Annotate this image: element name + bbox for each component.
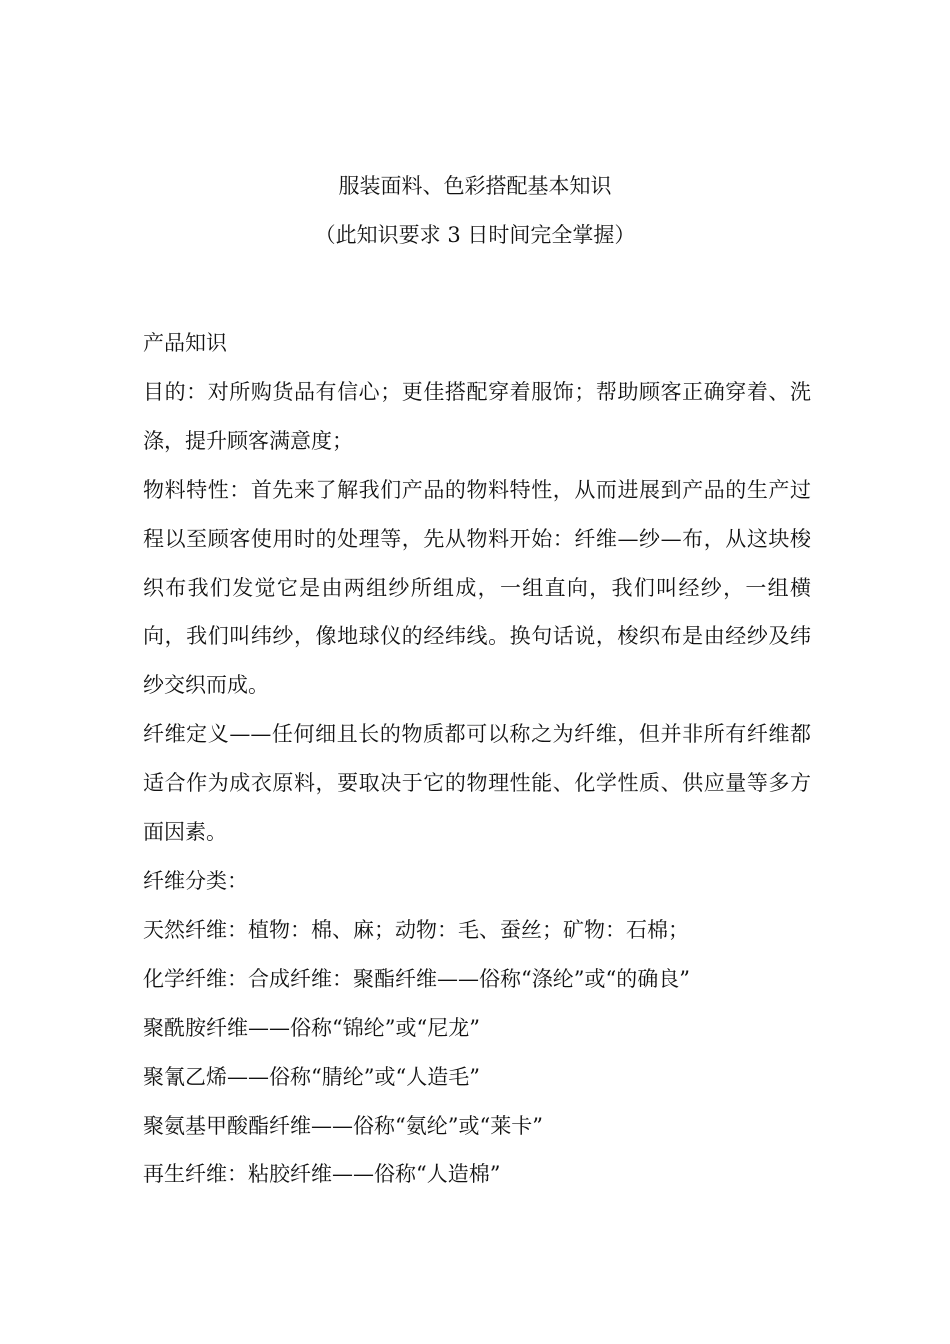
paragraph-spandex: 聚氨基甲酸酯纤维——俗称“氨纶”或“莱卡”: [143, 1113, 543, 1138]
paragraph-acrylic: 聚氰乙烯——俗称“腈纶”或“人造毛”: [143, 1064, 480, 1089]
paragraph-fiber-classification: 纤维分类：: [143, 868, 248, 893]
section-heading-product-knowledge: 产品知识: [143, 331, 227, 355]
paragraph-chemical-fibers: 化学纤维：合成纤维：聚酯纤维——俗称“涤纶”或“的确良”: [143, 966, 690, 991]
paragraph-purpose: 目的：对所购货品有信心；更佳搭配穿着服饰；帮助顾客正确穿着、洗涤，提升顾客满意度；: [143, 379, 811, 453]
paragraph-fiber-definition: 纤维定义——任何细且长的物质都可以称之为纤维，但并非所有纤维都适合作为成衣原料，要取决于它的物理性能、化学性质、供应量等多方面因素。: [143, 722, 811, 845]
paragraph-regenerated-fibers: 再生纤维：粘胶纤维——俗称“人造棉”: [143, 1162, 501, 1187]
document-subtitle: （此知识要求 3 日时间完全掌握）: [314, 223, 636, 247]
document-body: [143, 319, 811, 1199]
paragraph-natural-fibers: 天然纤维：植物：棉、麻；动物：毛、蚕丝；矿物：石棉；: [143, 917, 689, 942]
paragraph-polyamide: 聚酰胺纤维——俗称“锦纶”或“尼龙”: [143, 1015, 480, 1040]
paragraph-material-properties: 物料特性：首先来了解我们产品的物料特性，从而进展到产品的生产过程以至顾客使用时的处理等，先从物料开始：纤维—纱—布，从这块梭织布我们发觉它是由两组纱所组成，一组直向，我们叫经纱，一组横向，我们叫纬纱，像地球仪的经纬线。换句话说，梭织布是由经纱及纬纱交织而成。: [143, 477, 811, 698]
document-title: 服装面料、色彩搭配基本知识: [338, 174, 612, 198]
